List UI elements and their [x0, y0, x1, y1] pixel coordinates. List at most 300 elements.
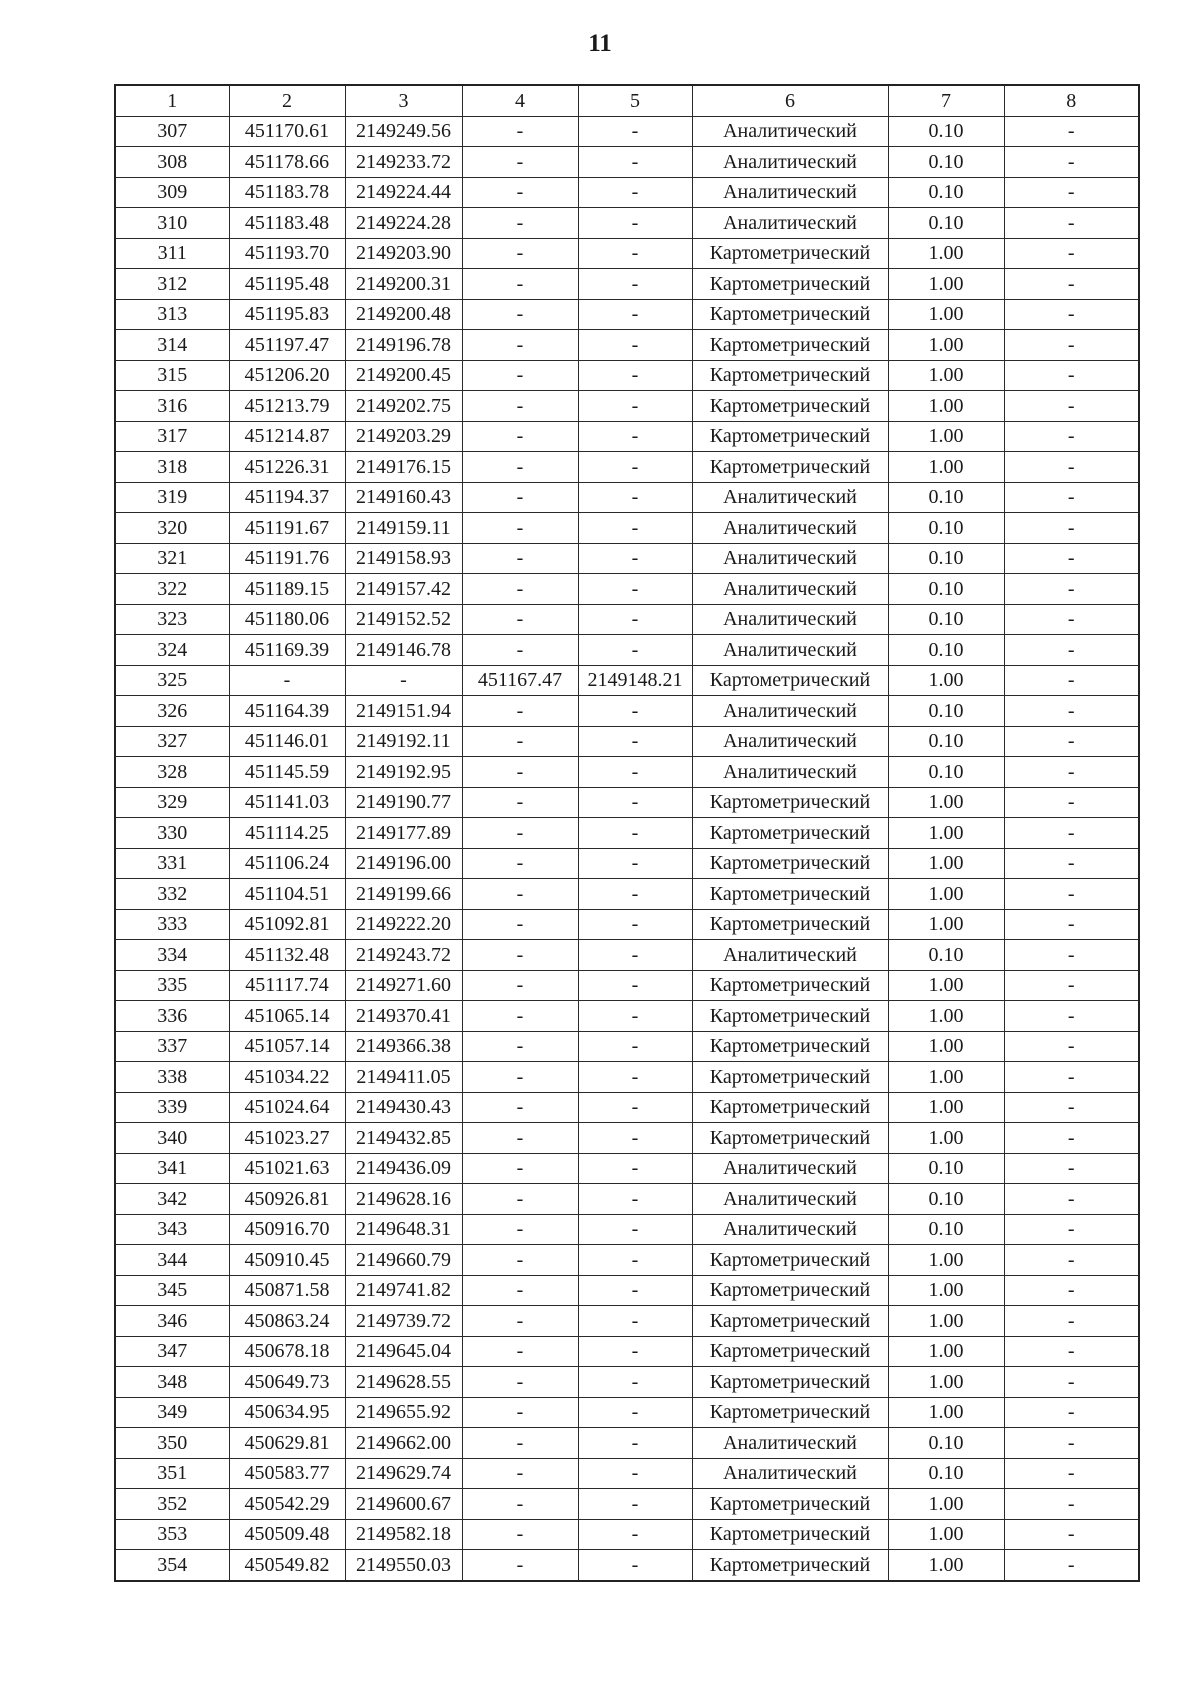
method-cell: Аналитический — [692, 513, 888, 544]
y-coordinate-cell: 2149629.74 — [345, 1458, 462, 1489]
y-coordinate-cell: 2149739.72 — [345, 1306, 462, 1337]
table-row — [115, 543, 1139, 574]
y-new-cell: - — [578, 696, 692, 727]
table-row — [115, 818, 1139, 849]
x-new-cell: - — [462, 1550, 578, 1581]
y-new-cell: - — [578, 1489, 692, 1520]
point-number-cell: 344 — [115, 1245, 229, 1276]
y-new-cell: - — [578, 116, 692, 147]
table-row — [115, 1275, 1139, 1306]
x-coordinate-cell: 451189.15 — [229, 574, 345, 605]
x-new-cell: - — [462, 970, 578, 1001]
note-cell: - — [1004, 269, 1139, 300]
method-cell: Аналитический — [692, 574, 888, 605]
y-new-cell: - — [578, 848, 692, 879]
x-coordinate-cell: 451193.70 — [229, 238, 345, 269]
accuracy-cell: 1.00 — [888, 1550, 1004, 1581]
x-coordinate-cell: 451169.39 — [229, 635, 345, 666]
method-cell: Аналитический — [692, 1184, 888, 1215]
y-coordinate-cell: 2149648.31 — [345, 1214, 462, 1245]
note-cell: - — [1004, 909, 1139, 940]
method-cell: Аналитический — [692, 116, 888, 147]
x-new-cell: - — [462, 299, 578, 330]
y-new-cell: - — [578, 299, 692, 330]
method-cell: Аналитический — [692, 543, 888, 574]
y-new-cell: - — [578, 1245, 692, 1276]
x-new-cell: - — [462, 1428, 578, 1459]
x-coordinate-cell: 450871.58 — [229, 1275, 345, 1306]
y-coordinate-cell: 2149550.03 — [345, 1550, 462, 1581]
x-new-cell: - — [462, 818, 578, 849]
table-row — [115, 360, 1139, 391]
note-cell: - — [1004, 635, 1139, 666]
table-row — [115, 116, 1139, 147]
x-coordinate-cell: 451057.14 — [229, 1031, 345, 1062]
x-new-cell: - — [462, 574, 578, 605]
table-row — [115, 787, 1139, 818]
accuracy-cell: 0.10 — [888, 1458, 1004, 1489]
table-row — [115, 513, 1139, 544]
point-number-cell: 313 — [115, 299, 229, 330]
table-row — [115, 696, 1139, 727]
x-coordinate-cell: 451141.03 — [229, 787, 345, 818]
x-new-cell: - — [462, 1001, 578, 1032]
y-coordinate-cell: 2149224.44 — [345, 177, 462, 208]
table-row — [115, 1031, 1139, 1062]
accuracy-cell: 1.00 — [888, 787, 1004, 818]
note-cell: - — [1004, 1397, 1139, 1428]
accuracy-cell: 0.10 — [888, 1153, 1004, 1184]
y-coordinate-cell: 2149243.72 — [345, 940, 462, 971]
table-row — [115, 726, 1139, 757]
point-number-cell: 326 — [115, 696, 229, 727]
table-row — [115, 940, 1139, 971]
note-cell: - — [1004, 726, 1139, 757]
y-coordinate-cell: 2149366.38 — [345, 1031, 462, 1062]
table-row — [115, 1092, 1139, 1123]
point-number-cell: 309 — [115, 177, 229, 208]
note-cell: - — [1004, 604, 1139, 635]
column-header: 5 — [578, 85, 692, 116]
point-number-cell: 337 — [115, 1031, 229, 1062]
method-cell: Картометрический — [692, 1001, 888, 1032]
point-number-cell: 328 — [115, 757, 229, 788]
accuracy-cell: 1.00 — [888, 1001, 1004, 1032]
y-coordinate-cell: 2149222.20 — [345, 909, 462, 940]
table-row — [115, 909, 1139, 940]
table-header-row — [115, 85, 1139, 116]
note-cell: - — [1004, 1519, 1139, 1550]
x-coordinate-cell: 451146.01 — [229, 726, 345, 757]
table-row — [115, 879, 1139, 910]
x-new-cell: - — [462, 421, 578, 452]
y-coordinate-cell: 2149224.28 — [345, 208, 462, 239]
y-new-cell: 2149148.21 — [578, 665, 692, 696]
accuracy-cell: 1.00 — [888, 1397, 1004, 1428]
table-row — [115, 177, 1139, 208]
point-number-cell: 354 — [115, 1550, 229, 1581]
y-coordinate-cell: 2149203.29 — [345, 421, 462, 452]
note-cell: - — [1004, 360, 1139, 391]
accuracy-cell: 1.00 — [888, 1092, 1004, 1123]
y-new-cell: - — [578, 726, 692, 757]
accuracy-cell: 0.10 — [888, 635, 1004, 666]
point-number-cell: 327 — [115, 726, 229, 757]
x-coordinate-cell: 450634.95 — [229, 1397, 345, 1428]
y-coordinate-cell: 2149655.92 — [345, 1397, 462, 1428]
note-cell: - — [1004, 1550, 1139, 1581]
note-cell: - — [1004, 208, 1139, 239]
method-cell: Картометрический — [692, 879, 888, 910]
x-coordinate-cell: 451023.27 — [229, 1123, 345, 1154]
y-new-cell: - — [578, 1428, 692, 1459]
point-number-cell: 323 — [115, 604, 229, 635]
x-coordinate-cell: 451183.78 — [229, 177, 345, 208]
y-new-cell: - — [578, 452, 692, 483]
point-number-cell: 315 — [115, 360, 229, 391]
x-new-cell: - — [462, 1214, 578, 1245]
y-new-cell: - — [578, 940, 692, 971]
y-coordinate-cell: 2149660.79 — [345, 1245, 462, 1276]
x-coordinate-cell: 450583.77 — [229, 1458, 345, 1489]
point-number-cell: 317 — [115, 421, 229, 452]
y-coordinate-cell: 2149249.56 — [345, 116, 462, 147]
method-cell: Аналитический — [692, 696, 888, 727]
point-number-cell: 320 — [115, 513, 229, 544]
y-coordinate-cell: 2149152.52 — [345, 604, 462, 635]
method-cell: Картометрический — [692, 1519, 888, 1550]
x-new-cell: - — [462, 452, 578, 483]
x-coordinate-cell: 451194.37 — [229, 482, 345, 513]
note-cell: - — [1004, 513, 1139, 544]
method-cell: Картометрический — [692, 269, 888, 300]
point-number-cell: 336 — [115, 1001, 229, 1032]
accuracy-cell: 0.10 — [888, 757, 1004, 788]
x-coordinate-cell: 451021.63 — [229, 1153, 345, 1184]
y-coordinate-cell: 2149741.82 — [345, 1275, 462, 1306]
column-header: 8 — [1004, 85, 1139, 116]
x-new-cell: - — [462, 1397, 578, 1428]
x-new-cell: - — [462, 1184, 578, 1215]
y-coordinate-cell: 2149662.00 — [345, 1428, 462, 1459]
y-new-cell: - — [578, 970, 692, 1001]
point-number-cell: 311 — [115, 238, 229, 269]
method-cell: Аналитический — [692, 208, 888, 239]
x-new-cell: - — [462, 1489, 578, 1520]
point-number-cell: 338 — [115, 1062, 229, 1093]
note-cell: - — [1004, 177, 1139, 208]
point-number-cell: 312 — [115, 269, 229, 300]
y-new-cell: - — [578, 177, 692, 208]
y-new-cell: - — [578, 1062, 692, 1093]
method-cell: Картометрический — [692, 787, 888, 818]
method-cell: Картометрический — [692, 1367, 888, 1398]
note-cell: - — [1004, 1245, 1139, 1276]
point-number-cell: 335 — [115, 970, 229, 1001]
accuracy-cell: 0.10 — [888, 1214, 1004, 1245]
table-row — [115, 635, 1139, 666]
y-new-cell: - — [578, 1275, 692, 1306]
x-coordinate-cell: 451132.48 — [229, 940, 345, 971]
accuracy-cell: 0.10 — [888, 543, 1004, 574]
method-cell: Картометрический — [692, 360, 888, 391]
accuracy-cell: 0.10 — [888, 940, 1004, 971]
x-coordinate-cell: - — [229, 665, 345, 696]
point-number-cell: 352 — [115, 1489, 229, 1520]
method-cell: Картометрический — [692, 848, 888, 879]
note-cell: - — [1004, 299, 1139, 330]
note-cell: - — [1004, 787, 1139, 818]
x-coordinate-cell: 451024.64 — [229, 1092, 345, 1123]
table-row — [115, 208, 1139, 239]
accuracy-cell: 0.10 — [888, 147, 1004, 178]
method-cell: Картометрический — [692, 452, 888, 483]
table-row — [115, 147, 1139, 178]
y-coordinate-cell: 2149196.00 — [345, 848, 462, 879]
x-new-cell: - — [462, 116, 578, 147]
y-coordinate-cell: 2149199.66 — [345, 879, 462, 910]
table-row — [115, 1245, 1139, 1276]
x-new-cell: - — [462, 1367, 578, 1398]
note-cell: - — [1004, 116, 1139, 147]
point-number-cell: 331 — [115, 848, 229, 879]
column-header: 6 — [692, 85, 888, 116]
x-coordinate-cell: 451206.20 — [229, 360, 345, 391]
x-new-cell: - — [462, 604, 578, 635]
y-new-cell: - — [578, 818, 692, 849]
method-cell: Аналитический — [692, 1153, 888, 1184]
method-cell: Картометрический — [692, 1092, 888, 1123]
note-cell: - — [1004, 1031, 1139, 1062]
accuracy-cell: 1.00 — [888, 818, 1004, 849]
note-cell: - — [1004, 1184, 1139, 1215]
table-row — [115, 1336, 1139, 1367]
method-cell: Картометрический — [692, 299, 888, 330]
accuracy-cell: 0.10 — [888, 116, 1004, 147]
method-cell: Аналитический — [692, 1428, 888, 1459]
point-number-cell: 349 — [115, 1397, 229, 1428]
note-cell: - — [1004, 452, 1139, 483]
y-coordinate-cell: 2149200.31 — [345, 269, 462, 300]
y-new-cell: - — [578, 1367, 692, 1398]
method-cell: Аналитический — [692, 177, 888, 208]
point-number-cell: 348 — [115, 1367, 229, 1398]
x-coordinate-cell: 451145.59 — [229, 757, 345, 788]
point-number-cell: 346 — [115, 1306, 229, 1337]
x-new-cell: - — [462, 1092, 578, 1123]
method-cell: Картометрический — [692, 665, 888, 696]
y-coordinate-cell: 2149196.78 — [345, 330, 462, 361]
accuracy-cell: 1.00 — [888, 1062, 1004, 1093]
x-new-cell: - — [462, 696, 578, 727]
y-new-cell: - — [578, 543, 692, 574]
x-new-cell: - — [462, 757, 578, 788]
x-coordinate-cell: 451183.48 — [229, 208, 345, 239]
y-new-cell: - — [578, 269, 692, 300]
note-cell: - — [1004, 1092, 1139, 1123]
y-coordinate-cell: 2149151.94 — [345, 696, 462, 727]
accuracy-cell: 0.10 — [888, 482, 1004, 513]
accuracy-cell: 1.00 — [888, 421, 1004, 452]
x-new-cell: - — [462, 513, 578, 544]
x-new-cell: - — [462, 177, 578, 208]
accuracy-cell: 0.10 — [888, 726, 1004, 757]
x-coordinate-cell: 451170.61 — [229, 116, 345, 147]
note-cell: - — [1004, 147, 1139, 178]
accuracy-cell: 1.00 — [888, 909, 1004, 940]
x-coordinate-cell: 451191.67 — [229, 513, 345, 544]
x-coordinate-cell: 451106.24 — [229, 848, 345, 879]
point-number-cell: 345 — [115, 1275, 229, 1306]
note-cell: - — [1004, 421, 1139, 452]
x-coordinate-cell: 451092.81 — [229, 909, 345, 940]
y-new-cell: - — [578, 391, 692, 422]
y-new-cell: - — [578, 1519, 692, 1550]
y-coordinate-cell: 2149411.05 — [345, 1062, 462, 1093]
table-row — [115, 421, 1139, 452]
method-cell: Картометрический — [692, 1031, 888, 1062]
y-coordinate-cell: 2149146.78 — [345, 635, 462, 666]
x-new-cell: - — [462, 1062, 578, 1093]
x-coordinate-cell: 451104.51 — [229, 879, 345, 910]
method-cell: Картометрический — [692, 1336, 888, 1367]
accuracy-cell: 1.00 — [888, 1245, 1004, 1276]
note-cell: - — [1004, 543, 1139, 574]
accuracy-cell: 1.00 — [888, 1367, 1004, 1398]
method-cell: Аналитический — [692, 940, 888, 971]
note-cell: - — [1004, 1153, 1139, 1184]
x-coordinate-cell: 450629.81 — [229, 1428, 345, 1459]
point-number-cell: 321 — [115, 543, 229, 574]
y-coordinate-cell: 2149628.16 — [345, 1184, 462, 1215]
accuracy-cell: 0.10 — [888, 513, 1004, 544]
table-row — [115, 1428, 1139, 1459]
method-cell: Картометрический — [692, 1275, 888, 1306]
y-coordinate-cell: 2149436.09 — [345, 1153, 462, 1184]
y-new-cell: - — [578, 360, 692, 391]
x-coordinate-cell: 451164.39 — [229, 696, 345, 727]
y-new-cell: - — [578, 757, 692, 788]
x-coordinate-cell: 451114.25 — [229, 818, 345, 849]
table-row — [115, 1397, 1139, 1428]
x-new-cell: - — [462, 238, 578, 269]
table-row — [115, 757, 1139, 788]
y-new-cell: - — [578, 238, 692, 269]
note-cell: - — [1004, 970, 1139, 1001]
column-header: 1 — [115, 85, 229, 116]
y-coordinate-cell: - — [345, 665, 462, 696]
point-number-cell: 314 — [115, 330, 229, 361]
x-coordinate-cell: 451197.47 — [229, 330, 345, 361]
method-cell: Картометрический — [692, 1397, 888, 1428]
y-coordinate-cell: 2149430.43 — [345, 1092, 462, 1123]
note-cell: - — [1004, 1428, 1139, 1459]
table-row — [115, 1458, 1139, 1489]
column-header: 4 — [462, 85, 578, 116]
note-cell: - — [1004, 1336, 1139, 1367]
y-new-cell: - — [578, 879, 692, 910]
y-new-cell: - — [578, 1123, 692, 1154]
x-new-cell: - — [462, 543, 578, 574]
method-cell: Картометрический — [692, 818, 888, 849]
table-row — [115, 1519, 1139, 1550]
point-number-cell: 333 — [115, 909, 229, 940]
x-coordinate-cell: 451178.66 — [229, 147, 345, 178]
accuracy-cell: 1.00 — [888, 360, 1004, 391]
point-number-cell: 319 — [115, 482, 229, 513]
x-new-cell: - — [462, 1123, 578, 1154]
table-row — [115, 1001, 1139, 1032]
note-cell: - — [1004, 1367, 1139, 1398]
note-cell: - — [1004, 665, 1139, 696]
y-coordinate-cell: 2149160.43 — [345, 482, 462, 513]
x-coordinate-cell: 450549.82 — [229, 1550, 345, 1581]
method-cell: Картометрический — [692, 1306, 888, 1337]
y-coordinate-cell: 2149157.42 — [345, 574, 462, 605]
x-new-cell: - — [462, 940, 578, 971]
point-number-cell: 329 — [115, 787, 229, 818]
y-coordinate-cell: 2149158.93 — [345, 543, 462, 574]
accuracy-cell: 1.00 — [888, 330, 1004, 361]
column-header: 3 — [345, 85, 462, 116]
y-new-cell: - — [578, 909, 692, 940]
point-number-cell: 351 — [115, 1458, 229, 1489]
x-new-cell: - — [462, 909, 578, 940]
coordinates-table — [114, 84, 1140, 1582]
accuracy-cell: 0.10 — [888, 1428, 1004, 1459]
accuracy-cell: 1.00 — [888, 269, 1004, 300]
method-cell: Аналитический — [692, 147, 888, 178]
note-cell: - — [1004, 940, 1139, 971]
x-new-cell: - — [462, 360, 578, 391]
table-row — [115, 665, 1139, 696]
point-number-cell: 347 — [115, 1336, 229, 1367]
y-coordinate-cell: 2149370.41 — [345, 1001, 462, 1032]
y-new-cell: - — [578, 604, 692, 635]
table-row — [115, 1367, 1139, 1398]
accuracy-cell: 0.10 — [888, 1184, 1004, 1215]
accuracy-cell: 1.00 — [888, 1336, 1004, 1367]
y-new-cell: - — [578, 787, 692, 818]
table-row — [115, 604, 1139, 635]
accuracy-cell: 1.00 — [888, 879, 1004, 910]
accuracy-cell: 0.10 — [888, 604, 1004, 635]
y-new-cell: - — [578, 1397, 692, 1428]
note-cell: - — [1004, 879, 1139, 910]
point-number-cell: 330 — [115, 818, 229, 849]
y-new-cell: - — [578, 482, 692, 513]
table-row — [115, 299, 1139, 330]
method-cell: Аналитический — [692, 757, 888, 788]
x-new-cell: - — [462, 1519, 578, 1550]
x-new-cell: - — [462, 848, 578, 879]
note-cell: - — [1004, 1306, 1139, 1337]
y-new-cell: - — [578, 1214, 692, 1245]
x-coordinate-cell: 451117.74 — [229, 970, 345, 1001]
table-body — [115, 116, 1139, 1581]
note-cell: - — [1004, 696, 1139, 727]
method-cell: Картометрический — [692, 1550, 888, 1581]
method-cell: Аналитический — [692, 604, 888, 635]
x-new-cell: - — [462, 726, 578, 757]
accuracy-cell: 1.00 — [888, 238, 1004, 269]
accuracy-cell: 1.00 — [888, 391, 1004, 422]
accuracy-cell: 1.00 — [888, 1275, 1004, 1306]
x-new-cell: - — [462, 482, 578, 513]
y-coordinate-cell: 2149600.67 — [345, 1489, 462, 1520]
note-cell: - — [1004, 330, 1139, 361]
method-cell: Картометрический — [692, 909, 888, 940]
